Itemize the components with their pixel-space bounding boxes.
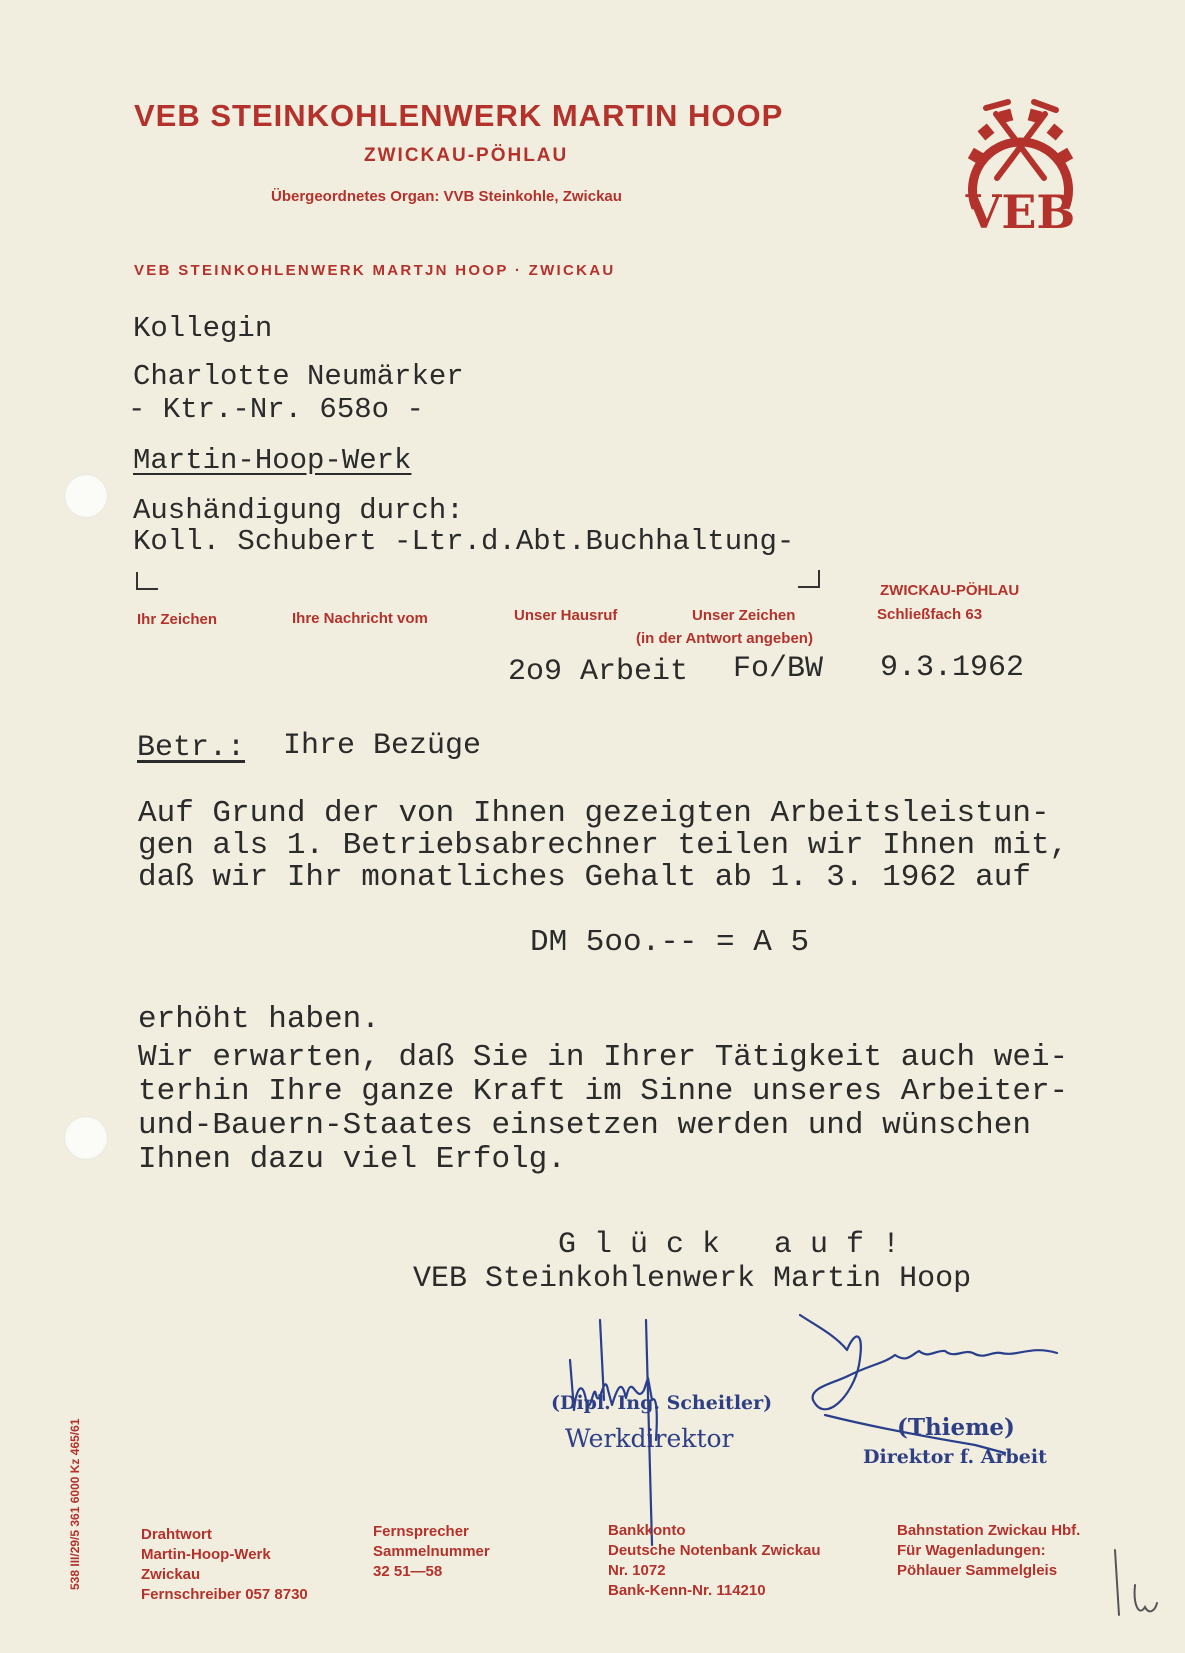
footer-bahnstation: Bahnstation Zwickau Hbf. Für Wagenladungen: Pöhlauer Sammelgleis: [897, 1522, 1081, 1579]
signature-thieme: [795, 1305, 1065, 1465]
parent-organ: Übergeordnetes Organ: VVB Steinkohle, Zwickau: [271, 188, 622, 205]
body-line-4: Wir erwarten, daß Sie in Ihrer Tätigkeit auch wei-: [138, 1040, 1069, 1075]
recipient-name: Charlotte Neumärker: [133, 360, 464, 393]
label-hausruf: Unser Hausruf: [514, 607, 618, 624]
body-raised: erhöht haben.: [138, 1002, 380, 1037]
logo-text: VEB: [965, 185, 1076, 236]
closing-company: VEB Steinkohlenwerk Martin Hoop: [413, 1262, 972, 1296]
body-line-5: terhin Ihre ganze Kraft im Sinne unseres Arbeiter-: [138, 1074, 1069, 1109]
body-line-3: daß wir Ihr monatliches Gehalt ab 1. 3. 1962 auf: [138, 860, 1031, 895]
signatory-2-title: Direktor f. Arbeit: [863, 1446, 1047, 1468]
address-window-corner-right: [798, 570, 820, 588]
body-line-7: Ihnen dazu viel Erfolg.: [138, 1142, 566, 1177]
signatory-2-name: (Thieme): [897, 1414, 1015, 1441]
recipient-ktr-number: - Ktr.-Nr. 658o -: [128, 393, 424, 426]
delivery-person: Koll. Schubert -Ltr.d.Abt.Buchhaltung-: [133, 525, 795, 558]
subject-label: Betr.:: [137, 731, 246, 765]
veb-logo: [958, 96, 1083, 236]
handwritten-mark: [1105, 1545, 1165, 1635]
footer-fernsprecher: Fernsprecher Sammelnummer 32 51—58: [373, 1523, 490, 1580]
label-postbox: Schließfach 63: [877, 606, 983, 623]
subject-text: Ihre Bezüge: [283, 729, 482, 763]
company-name: VEB STEINKOHLENWERK MARTIN HOOP: [134, 98, 784, 133]
address-salutation: Kollegin: [133, 312, 273, 345]
salary-amount: DM 5oo.-- = A 5: [530, 925, 810, 960]
body-line-1: Auf Grund der von Ihnen gezeigten Arbeitsleistun-: [138, 796, 1050, 831]
value-date: 9.3.1962: [880, 651, 1025, 685]
closing-greeting: G l ü c k a u f !: [558, 1228, 901, 1262]
label-place: ZWICKAU-PÖHLAU: [880, 582, 1020, 599]
address-window-corner-left: [136, 572, 158, 590]
signatory-1-name: (Dipl. Ing. Scheitler): [551, 1392, 773, 1414]
footer-bank: Bankkonto Deutsche Notenbank Zwickau Nr. 1072 Bank-Kenn-Nr. 114210: [608, 1522, 821, 1599]
value-hausruf: 2o9 Arbeit: [508, 655, 689, 689]
signatory-1-title: Werkdirektor: [565, 1424, 734, 1453]
label-ihre-nachricht: Ihre Nachricht vom: [292, 610, 428, 627]
print-code: 538 III/29/5 361 6000 Kz 465/61: [68, 1418, 82, 1590]
sender-return-line: VEB STEINKOHLENWERK MARTJN HOOP · ZWICKAU: [134, 262, 616, 279]
footer-drahtwort: Drahtwort Martin-Hoop-Werk Zwickau Fernschreiber 057 8730: [141, 1526, 308, 1603]
body-line-6: und-Bauern-Staates einsetzen werden und wünschen: [138, 1108, 1031, 1143]
company-city: ZWICKAU-PÖHLAU: [364, 145, 569, 166]
body-line-2: gen als 1. Betriebsabrechner teilen wir Ihnen mit,: [138, 828, 1069, 863]
value-unser-zeichen: Fo/BW: [733, 652, 824, 686]
punch-hole-bottom: [64, 1116, 108, 1160]
punch-hole-top: [64, 474, 108, 518]
label-ihr-zeichen: Ihr Zeichen: [137, 611, 218, 628]
label-antwort-hint: (in der Antwort angeben): [636, 630, 813, 647]
recipient-works: Martin-Hoop-Werk: [133, 444, 412, 477]
label-unser-zeichen: Unser Zeichen: [692, 607, 796, 624]
delivery-label: Aushändigung durch:: [133, 494, 464, 527]
